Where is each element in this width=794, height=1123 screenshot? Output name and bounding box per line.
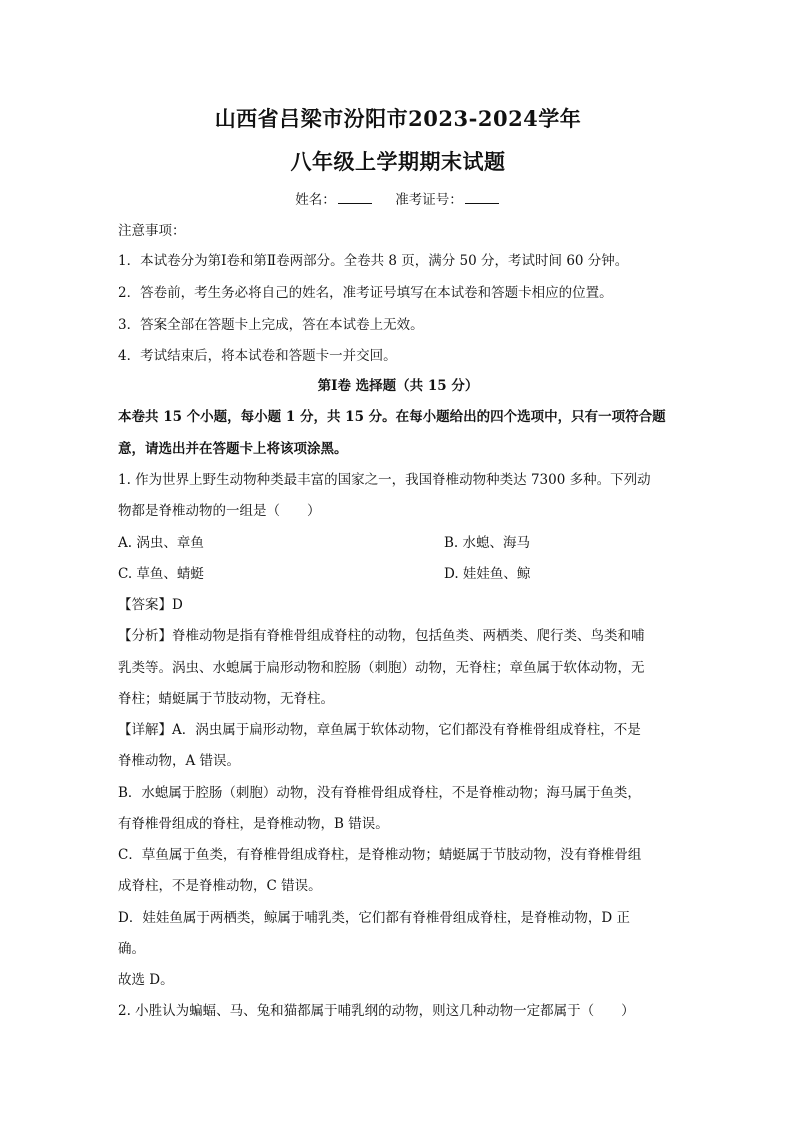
- exam-title-line2: 八年级上学期期末试题: [290, 149, 506, 174]
- q1-stem: 1. 作为世界上野生动物种类最丰富的国家之一，我国脊椎动物种类达 7300 多种。下列动: [118, 472, 651, 488]
- note-item: 1．本试卷分为第Ⅰ卷和第Ⅱ卷两部分。全卷共 8 页，满分 50 分，考试时间 60 分钟。: [118, 253, 629, 269]
- q2-stem: 2. 小胜认为蝙蝠、马、兔和猫都属于哺乳纲的动物，则这几种动物一定都属于（ ）: [118, 1003, 635, 1019]
- notes-heading: 注意事项：: [118, 223, 186, 239]
- q1-detail: 确。: [118, 941, 145, 957]
- note-item: 4．考试结束后，将本试卷和答题卡一并交回。: [118, 348, 397, 364]
- q1-detail: C．草鱼属于鱼类，有脊椎骨组成脊柱，是脊椎动物；蜻蜓属于节肢动物，没有脊椎骨组: [118, 847, 642, 863]
- exam-id-blank: [465, 191, 499, 204]
- q1-detail: 有脊椎骨组成的脊柱，是脊椎动物，B 错误。: [118, 816, 389, 832]
- q1-option-a: A. 涡虫、章鱼: [118, 535, 204, 551]
- q1-detail: 脊椎动物，A 错误。: [118, 753, 241, 769]
- q1-option-c: C. 草鱼、蜻蜓: [118, 566, 204, 582]
- note-item: 2．答卷前，考生务必将自己的姓名，准考证号填写在本试卷和答题卡相应的位置。: [118, 285, 613, 301]
- q1-analysis: 【分析】脊椎动物是指有脊椎骨组成脊柱的动物，包括鱼类、两栖类、爬行类、鸟类和哺: [118, 628, 645, 644]
- q1-detail: B．水螅属于腔肠（刺胞）动物，没有脊椎骨组成脊柱，不是脊椎动物；海马属于鱼类，: [118, 785, 641, 801]
- name-blank: [338, 191, 372, 204]
- candidate-info: [118, 188, 678, 208]
- exam-title-line1: 山西省吕梁市汾阳市2023-2024学年: [214, 106, 582, 131]
- section-instructions: 本卷共 15 个小题，每小题 1 分，共 15 分。在每小题给出的四个选项中，只有一项符合题: [118, 409, 666, 425]
- q1-detail: 成脊柱，不是脊椎动物，C 错误。: [118, 878, 322, 894]
- note-item: 3．答案全部在答题卡上完成，答在本试卷上无效。: [118, 317, 424, 333]
- q1-detail: D．娃娃鱼属于两栖类，鲸属于哺乳类，它们都有脊椎骨组成脊柱，是脊椎动物，D 正: [118, 910, 630, 926]
- q1-answer: 【答案】D: [118, 597, 183, 613]
- q1-stem: 物都是脊椎动物的一组是（ ）: [118, 503, 321, 519]
- section-title: 第Ⅰ卷 选择题（共 15 分）: [317, 378, 479, 394]
- q1-option-d: D. 娃娃鱼、鲸: [444, 566, 531, 582]
- exam-id-label: 准考证号：: [395, 192, 463, 208]
- q1-analysis: 乳类等。涡虫、水螅属于扁形动物和腔肠（刺胞）动物，无脊柱；章鱼属于软体动物，无: [118, 660, 645, 676]
- q1-analysis: 脊柱；蜻蜓属于节肢动物，无脊柱。: [118, 691, 334, 707]
- q1-detail: 【详解】A．涡虫属于扁形动物，章鱼属于软体动物，它们都没有脊椎骨组成脊柱，不是: [118, 722, 641, 738]
- q1-option-b: B. 水螅、海马: [444, 535, 531, 551]
- name-label: 姓名：: [295, 192, 336, 208]
- q1-detail: 故选 D。: [118, 972, 174, 988]
- section-instructions: 意，请选出并在答题卡上将该项涂黑。: [118, 441, 348, 457]
